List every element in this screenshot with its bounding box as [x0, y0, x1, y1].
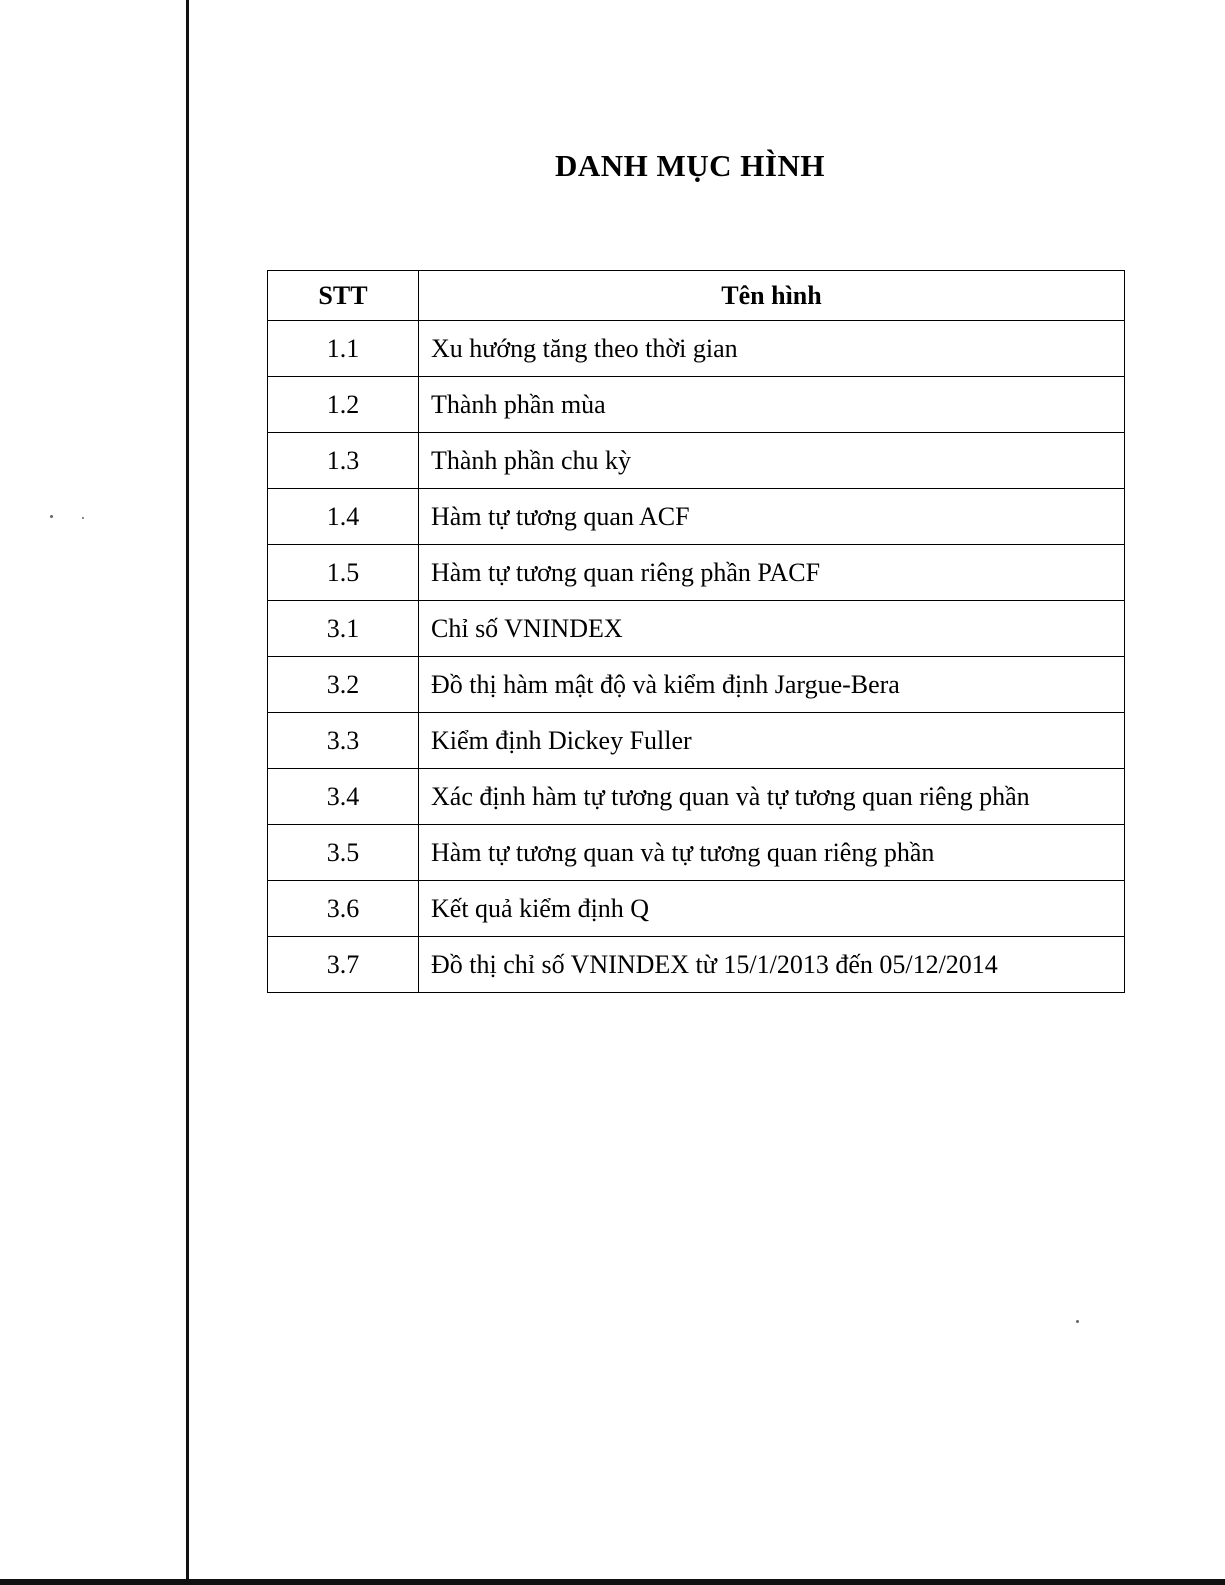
table-header-row [268, 271, 1125, 321]
table-row [268, 769, 1125, 825]
header-figure-name: Tên hình [419, 271, 1125, 321]
figure-name: Xu hướng tăng theo thời gian [419, 321, 1125, 377]
figure-name: Thành phần mùa [419, 377, 1125, 433]
figure-name: Kết quả kiểm định Q [419, 881, 1125, 937]
figure-number: 3.1 [268, 601, 419, 657]
figure-name: Đồ thị hàm mật độ và kiểm định Jargue-Bera [419, 657, 1125, 713]
table-row [268, 433, 1125, 489]
table-body [268, 321, 1125, 993]
table-row [268, 377, 1125, 433]
table-row [268, 657, 1125, 713]
page-title: DANH MỤC HÌNH [555, 148, 825, 183]
scan-bottom-edge [0, 1579, 1225, 1585]
table-row [268, 321, 1125, 377]
scan-speck [50, 515, 53, 518]
table-row [268, 489, 1125, 545]
header-stt: STT [268, 271, 419, 321]
figure-name: Thành phần chu kỳ [419, 433, 1125, 489]
figure-number: 1.1 [268, 321, 419, 377]
table-row [268, 601, 1125, 657]
table-row [268, 825, 1125, 881]
figure-name: Xác định hàm tự tương quan và tự tương quan riêng phần [419, 769, 1125, 825]
figure-number: 3.2 [268, 657, 419, 713]
figure-number: 1.4 [268, 489, 419, 545]
figure-name: Hàm tự tương quan ACF [419, 489, 1125, 545]
figure-name: Hàm tự tương quan và tự tương quan riêng phần [419, 825, 1125, 881]
scan-binding-edge [186, 0, 189, 1585]
table-row [268, 713, 1125, 769]
figure-list-table [267, 270, 1125, 993]
figure-number: 3.5 [268, 825, 419, 881]
figure-number: 1.5 [268, 545, 419, 601]
table-row [268, 937, 1125, 993]
figure-name: Chỉ số VNINDEX [419, 601, 1125, 657]
figure-number: 3.6 [268, 881, 419, 937]
table-row [268, 881, 1125, 937]
scan-speck [82, 517, 84, 519]
table-row [268, 545, 1125, 601]
scan-speck [1076, 1320, 1079, 1323]
figure-number: 1.3 [268, 433, 419, 489]
figure-number: 3.4 [268, 769, 419, 825]
figure-number: 3.3 [268, 713, 419, 769]
figure-number: 1.2 [268, 377, 419, 433]
figure-name: Đồ thị chỉ số VNINDEX từ 15/1/2013 đến 05/12/2014 [419, 937, 1125, 993]
figure-name: Hàm tự tương quan riêng phần PACF [419, 545, 1125, 601]
figure-number: 3.7 [268, 937, 419, 993]
figure-name: Kiểm định Dickey Fuller [419, 713, 1125, 769]
